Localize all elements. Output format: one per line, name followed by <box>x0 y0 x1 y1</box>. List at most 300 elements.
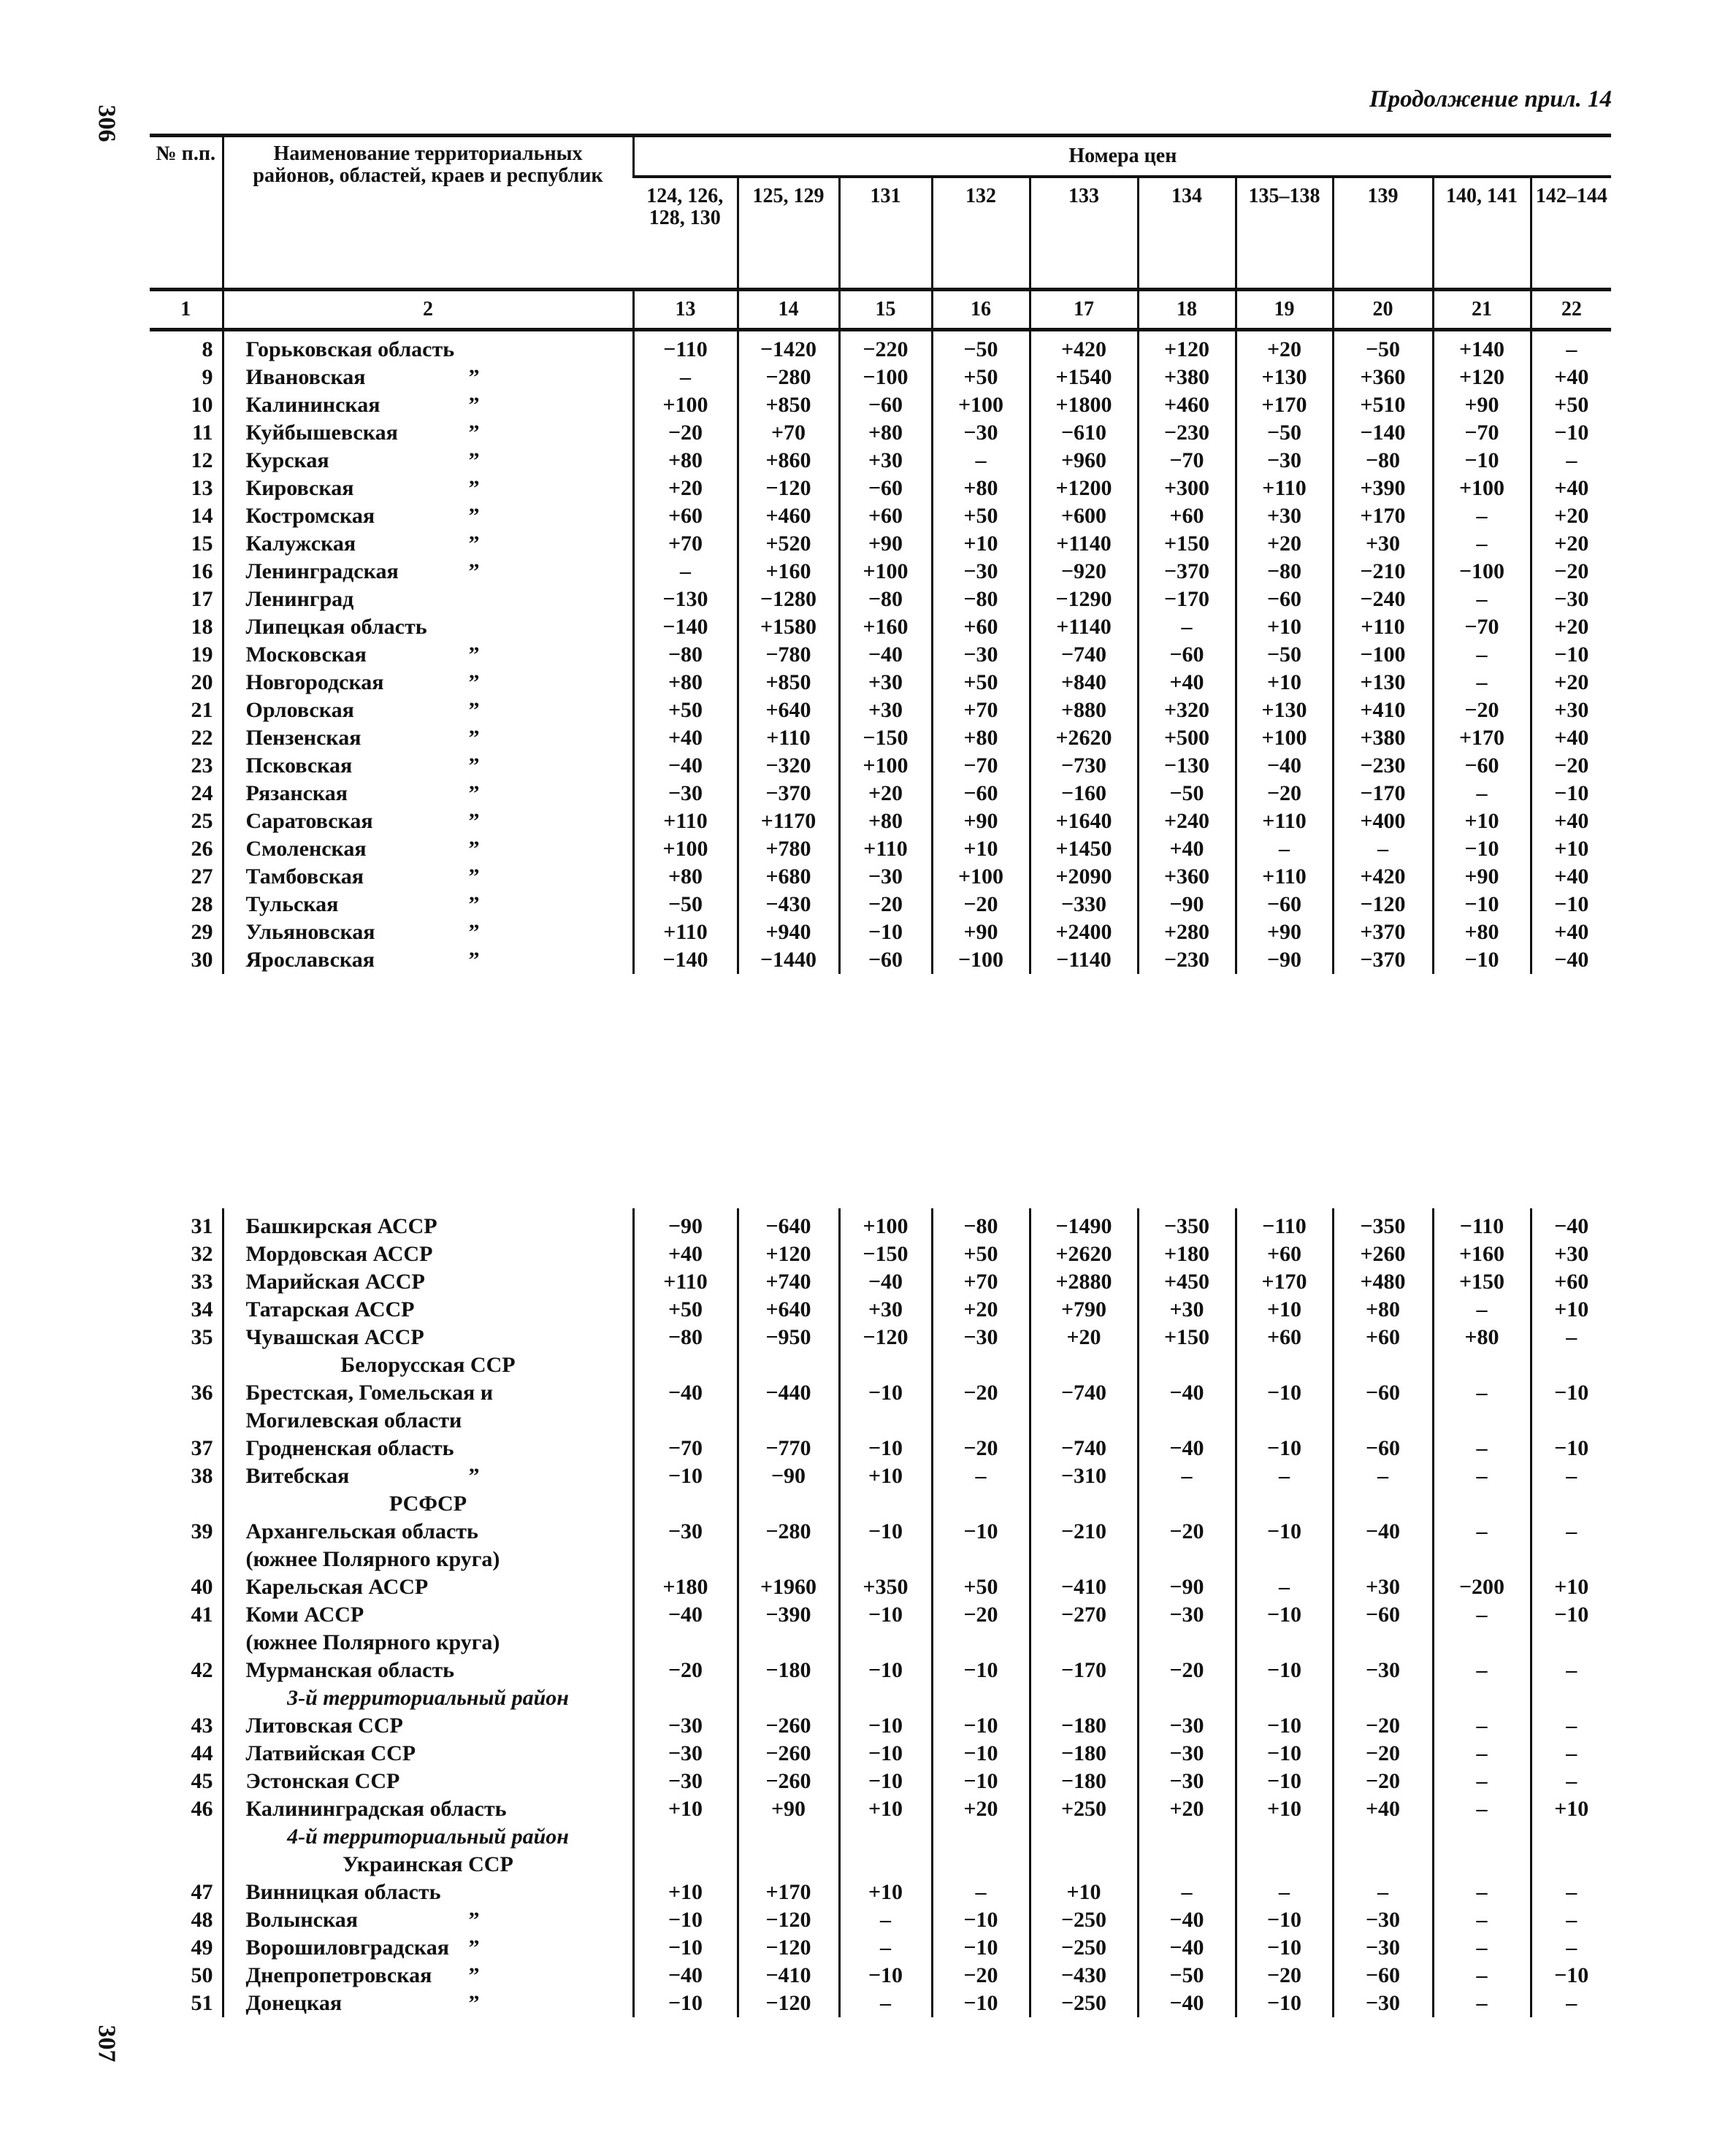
value-cell: −70 <box>633 1435 738 1462</box>
value-cell: +60 <box>633 502 738 530</box>
value-cell: −60 <box>1236 586 1333 613</box>
row-number: 41 <box>191 1603 213 1627</box>
value-cell: – <box>1433 1379 1531 1435</box>
value-cell: +40 <box>633 1240 738 1268</box>
value-cell: – <box>1433 669 1531 697</box>
value-cell: −40 <box>1236 752 1333 780</box>
col-number: 16 <box>932 290 1030 330</box>
row-number <box>150 1823 223 1851</box>
value-cell: −370 <box>738 780 839 807</box>
region-name <box>223 863 633 891</box>
ditto-mark: ” <box>468 892 480 916</box>
value-cell: +30 <box>839 447 932 475</box>
value-cell <box>1531 1823 1611 1851</box>
region-name-text: Эстонская ССР <box>245 1769 400 1793</box>
value-cell: −30 <box>633 780 738 807</box>
region-name <box>223 669 633 697</box>
table-row <box>150 669 1611 697</box>
row-number: 20 <box>191 670 213 694</box>
value-cell: −10 <box>1433 835 1531 863</box>
value-cell: +60 <box>1236 1324 1333 1351</box>
value-cell: −20 <box>1138 1657 1236 1684</box>
value-cell: −10 <box>839 1657 932 1684</box>
value-cell <box>932 1823 1030 1851</box>
value-cell <box>1138 1823 1236 1851</box>
value-cell: +1580 <box>738 613 839 641</box>
value-cell: −10 <box>1236 1906 1333 1934</box>
value-cell: +460 <box>738 502 839 530</box>
value-cell: −10 <box>839 1712 932 1740</box>
value-cell: −30 <box>932 419 1030 447</box>
value-cell: +80 <box>839 419 932 447</box>
value-cell: −10 <box>633 1934 738 1962</box>
row-number: 25 <box>191 809 213 833</box>
value-cell: +20 <box>1138 1795 1236 1823</box>
value-cell: −250 <box>1030 1990 1138 2017</box>
value-cell: −350 <box>1138 1208 1236 1240</box>
row-number: 40 <box>191 1575 213 1599</box>
value-cell: −90 <box>1138 891 1236 918</box>
table-row <box>150 863 1611 891</box>
value-cell: −40 <box>1531 946 1611 974</box>
table-row <box>150 1601 1611 1657</box>
value-cell: −10 <box>1531 780 1611 807</box>
col-number: 13 <box>633 290 738 330</box>
value-cell: −40 <box>1138 1379 1236 1435</box>
value-cell: +30 <box>839 669 932 697</box>
value-cell: −110 <box>1433 1208 1531 1240</box>
value-cell: +1200 <box>1030 475 1138 502</box>
region-name-text: Куйбышевская <box>245 421 398 445</box>
value-cell: −330 <box>1030 891 1138 918</box>
value-cell <box>738 1351 839 1379</box>
row-number <box>150 1684 223 1712</box>
value-cell: +40 <box>1531 807 1611 835</box>
value-cell: −1290 <box>1030 586 1138 613</box>
ditto-mark: ” <box>468 698 480 722</box>
value-cell: +40 <box>1531 918 1611 946</box>
value-cell: – <box>1531 1740 1611 1768</box>
region-name <box>223 891 633 918</box>
section-heading <box>150 1684 1611 1712</box>
table-row <box>150 447 1611 475</box>
value-cell: +120 <box>1138 330 1236 364</box>
ditto-mark: ” <box>468 726 480 750</box>
value-cell: +740 <box>738 1268 839 1296</box>
value-cell: +10 <box>1030 1879 1138 1906</box>
value-cell: −80 <box>839 586 932 613</box>
region-name-text: Брестская, Гомельская и <box>245 1381 493 1405</box>
value-cell: −180 <box>738 1657 839 1684</box>
value-cell: −80 <box>1236 558 1333 586</box>
value-cell: – <box>1236 1462 1333 1490</box>
value-cell: – <box>1236 1573 1333 1601</box>
value-cell: −180 <box>1030 1740 1138 1768</box>
region-name <box>223 1573 633 1601</box>
value-cell: +50 <box>633 1296 738 1324</box>
value-cell: +780 <box>738 835 839 863</box>
value-cell: +10 <box>1236 1296 1333 1324</box>
value-cell <box>738 1490 839 1518</box>
value-cell: −60 <box>932 780 1030 807</box>
value-cell: +420 <box>1333 863 1433 891</box>
value-cell: −180 <box>1030 1768 1138 1795</box>
value-cell: – <box>1433 586 1531 613</box>
value-cell: −50 <box>1236 419 1333 447</box>
row-number: 43 <box>191 1714 213 1738</box>
value-cell: +50 <box>932 1573 1030 1601</box>
ditto-mark: ” <box>468 864 480 889</box>
row-number: 8 <box>202 337 213 361</box>
value-cell: +50 <box>633 697 738 724</box>
value-cell: – <box>1433 641 1531 669</box>
region-name <box>223 419 633 447</box>
value-cell: −50 <box>1333 330 1433 364</box>
value-cell: +10 <box>1236 613 1333 641</box>
value-cell: – <box>932 1462 1030 1490</box>
value-cell: – <box>1433 1712 1531 1740</box>
value-cell: +1450 <box>1030 835 1138 863</box>
value-cell: −30 <box>1333 1906 1433 1934</box>
table-row <box>150 1379 1611 1435</box>
region-name <box>223 330 633 364</box>
section-heading-label: РСФСР <box>223 1490 633 1518</box>
value-cell: – <box>932 447 1030 475</box>
region-name <box>223 502 633 530</box>
value-cell: +10 <box>633 1879 738 1906</box>
value-cell: −80 <box>633 1324 738 1351</box>
value-cell: −1280 <box>738 586 839 613</box>
value-cell <box>1531 1684 1611 1712</box>
region-name-text: Калужская <box>245 532 356 556</box>
value-cell: – <box>1138 1462 1236 1490</box>
row-number: 26 <box>191 837 213 861</box>
value-cell: +110 <box>633 1268 738 1296</box>
value-cell: +360 <box>1333 364 1433 391</box>
value-cell <box>1236 1684 1333 1712</box>
value-cell: – <box>1433 1518 1531 1573</box>
table-row <box>150 1990 1611 2017</box>
table-row <box>150 586 1611 613</box>
value-cell: −170 <box>1333 780 1433 807</box>
table-row <box>150 1573 1611 1601</box>
value-cell: +90 <box>1433 391 1531 419</box>
value-cell: – <box>1433 1768 1531 1795</box>
price-col-header: 132 <box>932 177 1030 290</box>
table-row <box>150 558 1611 586</box>
value-cell: −90 <box>633 1208 738 1240</box>
value-cell: +60 <box>839 502 932 530</box>
value-cell: −110 <box>633 330 738 364</box>
col-number: 18 <box>1138 290 1236 330</box>
value-cell: +170 <box>1333 502 1433 530</box>
value-cell: −40 <box>1138 1435 1236 1462</box>
value-cell: +80 <box>1433 918 1531 946</box>
value-cell: −30 <box>1236 447 1333 475</box>
value-cell: −40 <box>1531 1208 1611 1240</box>
row-number: 45 <box>191 1769 213 1793</box>
ditto-mark: ” <box>468 1991 480 2015</box>
value-cell: +410 <box>1333 697 1433 724</box>
value-cell: +640 <box>738 1296 839 1324</box>
value-cell: +90 <box>738 1795 839 1823</box>
section-heading <box>150 1851 1611 1879</box>
region-name <box>223 946 633 974</box>
row-number: 50 <box>191 1963 213 1987</box>
value-cell: −920 <box>1030 558 1138 586</box>
value-cell: – <box>1531 1657 1611 1684</box>
value-cell: −260 <box>738 1740 839 1768</box>
value-cell: – <box>1236 835 1333 863</box>
value-cell <box>1333 1823 1433 1851</box>
region-name-text: Донецкая <box>245 1991 343 2015</box>
value-cell: – <box>839 1906 932 1934</box>
value-cell: +40 <box>1531 364 1611 391</box>
region-name <box>223 364 633 391</box>
section-heading-label: 3-й территориальный район <box>223 1684 633 1712</box>
region-name-text: Липецкая область <box>245 615 427 639</box>
value-cell: – <box>839 1934 932 1962</box>
ditto-mark: ” <box>468 753 480 778</box>
value-cell: +70 <box>633 530 738 558</box>
value-cell: +110 <box>633 918 738 946</box>
page-number: 306 <box>93 104 121 142</box>
value-cell: – <box>1333 1462 1433 1490</box>
region-name-text: Орловская <box>245 698 354 722</box>
region-name <box>223 1240 633 1268</box>
value-cell: −60 <box>839 475 932 502</box>
value-cell: +80 <box>633 669 738 697</box>
row-number: 16 <box>191 559 213 583</box>
value-cell: +170 <box>738 1879 839 1906</box>
value-cell: −30 <box>932 558 1030 586</box>
value-cell: −140 <box>633 946 738 974</box>
value-cell: −140 <box>633 613 738 641</box>
value-cell: −210 <box>1030 1518 1138 1573</box>
row-number: 39 <box>191 1519 213 1543</box>
value-cell: – <box>1433 1879 1531 1906</box>
value-cell: −280 <box>738 364 839 391</box>
value-cell: −10 <box>1531 1435 1611 1462</box>
value-cell: – <box>1433 530 1531 558</box>
value-cell: +80 <box>932 475 1030 502</box>
value-cell: −1420 <box>738 330 839 364</box>
row-number: 35 <box>191 1325 213 1349</box>
value-cell: −10 <box>1433 447 1531 475</box>
region-name-text: Латвийская ССР <box>245 1741 416 1765</box>
value-cell <box>1433 1823 1531 1851</box>
value-cell: −130 <box>1138 752 1236 780</box>
value-cell: −130 <box>633 586 738 613</box>
table-row <box>150 1906 1611 1934</box>
table-row <box>150 1296 1611 1324</box>
value-cell: −120 <box>738 475 839 502</box>
value-cell: – <box>1433 1740 1531 1768</box>
value-cell: +20 <box>932 1296 1030 1324</box>
value-cell: −10 <box>839 1379 932 1435</box>
value-cell: −310 <box>1030 1462 1138 1490</box>
value-cell: +250 <box>1030 1795 1138 1823</box>
price-col-header: 133 <box>1030 177 1138 290</box>
value-cell: +10 <box>633 1795 738 1823</box>
region-name-text: Тамбовская <box>245 864 364 889</box>
value-cell: +20 <box>1531 530 1611 558</box>
value-cell: +40 <box>1138 835 1236 863</box>
value-cell: – <box>1531 1990 1611 2017</box>
value-cell: – <box>633 364 738 391</box>
value-cell: +50 <box>1531 391 1611 419</box>
ditto-mark: ” <box>468 1464 480 1488</box>
value-cell: −740 <box>1030 641 1138 669</box>
value-cell: – <box>1433 1934 1531 1962</box>
value-cell: −260 <box>738 1712 839 1740</box>
value-cell: – <box>1531 1518 1611 1573</box>
value-cell: +10 <box>839 1462 932 1490</box>
value-cell: – <box>1433 1906 1531 1934</box>
value-cell: −40 <box>1138 1906 1236 1934</box>
value-cell <box>839 1490 932 1518</box>
value-cell: −40 <box>839 641 932 669</box>
value-cell: −30 <box>1333 1934 1433 1962</box>
value-cell: −30 <box>1138 1768 1236 1795</box>
table-row <box>150 330 1611 364</box>
value-cell: −20 <box>932 1601 1030 1657</box>
value-cell: −30 <box>633 1740 738 1768</box>
row-number: 31 <box>191 1214 213 1238</box>
value-cell <box>1030 1823 1138 1851</box>
value-cell: −30 <box>1138 1601 1236 1657</box>
value-cell: +240 <box>1138 807 1236 835</box>
ditto-mark: ” <box>468 393 480 417</box>
running-head: Продолжение прил. 14 <box>1369 86 1612 112</box>
region-name-text: Ивановская <box>245 365 366 389</box>
region-name-text: Башкирская АССР <box>245 1214 437 1238</box>
value-cell: −250 <box>1030 1906 1138 1934</box>
value-cell: +460 <box>1138 391 1236 419</box>
table-row <box>150 1657 1611 1684</box>
value-cell <box>839 1823 932 1851</box>
region-name <box>223 1879 633 1906</box>
value-cell: +130 <box>1236 697 1333 724</box>
region-name-text: Ворошиловградская <box>245 1936 449 1960</box>
value-cell: +2620 <box>1030 1240 1138 1268</box>
value-cell: −160 <box>1030 780 1138 807</box>
value-cell: −20 <box>1138 1518 1236 1573</box>
ditto-mark: ” <box>468 1936 480 1960</box>
value-cell: +320 <box>1138 697 1236 724</box>
header-name: Наименование территориальных районов, областей, краев и республик <box>223 136 633 290</box>
value-cell: +860 <box>738 447 839 475</box>
ditto-mark: ” <box>468 920 480 944</box>
value-cell: +60 <box>1138 502 1236 530</box>
value-cell: −20 <box>932 891 1030 918</box>
region-name-line2: (южнее Полярного круга) <box>245 1547 500 1571</box>
value-cell: −640 <box>738 1208 839 1240</box>
row-number: 17 <box>191 587 213 611</box>
region-name <box>223 475 633 502</box>
value-cell: +450 <box>1138 1268 1236 1296</box>
value-cell: −50 <box>1138 1962 1236 1990</box>
value-cell: – <box>1531 1324 1611 1351</box>
row-number: 28 <box>191 892 213 916</box>
value-cell: +150 <box>1138 1324 1236 1351</box>
ditto-mark: ” <box>468 504 480 528</box>
value-cell <box>1236 1351 1333 1379</box>
value-cell: – <box>1433 780 1531 807</box>
row-number: 9 <box>202 365 213 389</box>
value-cell: −10 <box>1236 1740 1333 1768</box>
value-cell: +110 <box>633 807 738 835</box>
value-cell: −10 <box>1236 1934 1333 1962</box>
value-cell: +1170 <box>738 807 839 835</box>
table-row <box>150 641 1611 669</box>
value-cell: +170 <box>1236 391 1333 419</box>
table-row <box>150 1740 1611 1768</box>
value-cell: −50 <box>1236 641 1333 669</box>
table-row <box>150 1268 1611 1296</box>
value-cell: −10 <box>932 1712 1030 1740</box>
table-row <box>150 502 1611 530</box>
table-row <box>150 1768 1611 1795</box>
region-name <box>223 1768 633 1795</box>
region-name <box>223 530 633 558</box>
row-number: 42 <box>191 1658 213 1682</box>
value-cell <box>1333 1684 1433 1712</box>
value-cell: – <box>1333 835 1433 863</box>
value-cell: +10 <box>1531 1296 1611 1324</box>
value-cell: −10 <box>839 1518 932 1573</box>
value-cell: +420 <box>1030 330 1138 364</box>
value-cell: – <box>1138 613 1236 641</box>
value-cell: – <box>1531 330 1611 364</box>
value-cell: −70 <box>1138 447 1236 475</box>
value-cell: −70 <box>1433 419 1531 447</box>
price-table-top <box>150 134 1611 974</box>
value-cell: −60 <box>1333 1601 1433 1657</box>
value-cell: +1640 <box>1030 807 1138 835</box>
value-cell: −20 <box>932 1435 1030 1462</box>
region-name <box>223 1990 633 2017</box>
region-name-text: Новгородская <box>245 670 384 694</box>
value-cell: −120 <box>839 1324 932 1351</box>
value-cell: −10 <box>1531 1962 1611 1990</box>
value-cell: −730 <box>1030 752 1138 780</box>
value-cell: +80 <box>633 447 738 475</box>
value-cell: −20 <box>932 1379 1030 1435</box>
value-cell: +50 <box>932 364 1030 391</box>
value-cell: −270 <box>1030 1601 1138 1657</box>
value-cell: −10 <box>1236 1518 1333 1573</box>
value-cell: – <box>1333 1879 1433 1906</box>
row-number: 23 <box>191 753 213 778</box>
value-cell: −30 <box>932 641 1030 669</box>
row-number: 32 <box>191 1242 213 1266</box>
value-cell: −30 <box>1138 1712 1236 1740</box>
value-cell: +880 <box>1030 697 1138 724</box>
region-name <box>223 1657 633 1684</box>
region-name-text: Смоленская <box>245 837 367 861</box>
value-cell: – <box>1433 502 1531 530</box>
value-cell: −10 <box>1236 1990 1333 2017</box>
value-cell: +20 <box>1531 669 1611 697</box>
value-cell: +10 <box>1531 1795 1611 1823</box>
value-cell: – <box>1531 1879 1611 1906</box>
row-number: 47 <box>191 1880 213 1904</box>
ditto-mark: ” <box>468 1908 480 1932</box>
region-name-text: Мурманская область <box>245 1658 455 1682</box>
value-cell: −60 <box>1138 641 1236 669</box>
value-cell: +170 <box>1236 1268 1333 1296</box>
